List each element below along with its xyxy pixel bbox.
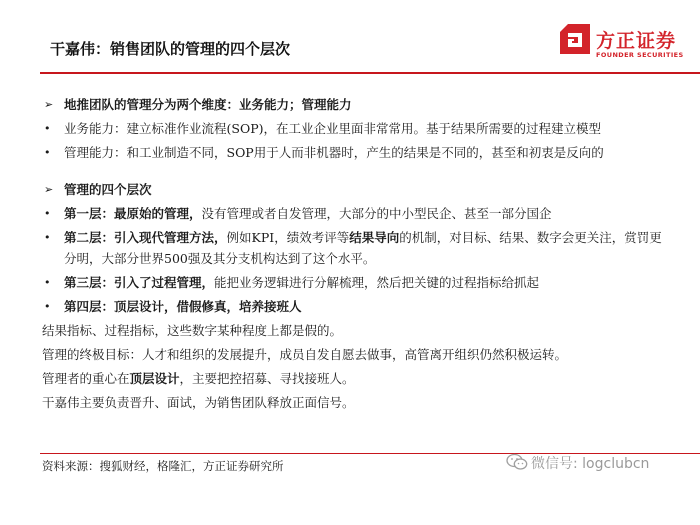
arrow-bullet-icon: ➢ xyxy=(44,183,54,196)
paragraph-text-rest: ，主要把控招募、寻找接班人。 xyxy=(179,371,355,386)
list-item-level-1 xyxy=(42,203,672,224)
list-item-level-3 xyxy=(42,272,672,293)
level-2-title: 第二层：引入现代管理方法， xyxy=(64,230,227,245)
dot-bullet-icon: • xyxy=(44,146,51,159)
level-3-text: 能把业务逻辑进行分解梳理，然后把关键的过程指标给抓起 xyxy=(214,275,540,290)
level-2-text-rest: 的机制，对目标、结果、数字会更关注，赏罚更分明，大部分世界500强及其分支机构达到了这个水平。 xyxy=(64,230,662,266)
list-item-text: 业务能力：建立标准作业流程(SOP)，在工业企业里面非常常用。基于结果所需要的过程建立模型 xyxy=(64,121,601,136)
level-3-title: 第三层：引入了过程管理， xyxy=(64,275,215,290)
section-heading-dimensions xyxy=(42,94,672,115)
paragraph-text: 管理者的重心在 xyxy=(42,371,130,386)
watermark-text: 微信号: logclubcn xyxy=(531,456,650,472)
brand-name: 方正证券 xyxy=(596,30,677,52)
wechat-icon xyxy=(506,453,528,471)
paragraph-responsibility: 干嘉伟主要负责晋升、面试，为销售团队释放正面信号。 xyxy=(42,395,355,410)
dot-bullet-icon: • xyxy=(44,122,51,135)
dot-bullet-icon: • xyxy=(44,276,51,289)
brand-name-english: FOUNDER SECURITIES xyxy=(596,51,684,59)
dot-bullet-icon: • xyxy=(44,231,51,244)
paragraph-metrics: 结果指标、过程指标，这些数字某种程度上都是假的。 xyxy=(42,323,343,338)
paragraph-emphasis: 顶层设计 xyxy=(129,371,180,386)
square-logo-icon xyxy=(560,24,590,54)
page-title: 干嘉伟：销售团队的管理的四个层次 xyxy=(50,40,291,58)
paragraph-manager-focus xyxy=(42,368,672,389)
level-2-emphasis: 结果导向 xyxy=(349,230,400,245)
section-heading-text: 管理的四个层次 xyxy=(64,182,152,197)
brand-logo xyxy=(560,22,688,68)
watermark xyxy=(506,453,649,477)
dot-bullet-icon: • xyxy=(44,300,51,313)
dot-bullet-icon: • xyxy=(44,207,51,220)
level-1-title: 第一层：最原始的管理， xyxy=(64,206,202,221)
list-item-text: 管理能力：和工业制造不同，SOP用于人而非机器时，产生的结果是不同的，甚至和初衷是反向的 xyxy=(64,145,604,160)
section-heading-text: 地推团队的管理分为两个维度：业务能力；管理能力 xyxy=(64,97,352,112)
paragraph-ultimate-goal: 管理的终极目标：人才和组织的发展提升，成员自发自愿去做事，高管离开组织仍然积极运转。 xyxy=(42,347,568,362)
header-divider xyxy=(40,72,700,74)
level-1-text: 没有管理或者自发管理，大部分的中小型民企、甚至一部分国企 xyxy=(201,206,552,221)
arrow-bullet-icon: ➢ xyxy=(44,98,54,111)
section-heading-four-levels xyxy=(42,179,672,200)
list-item-business-ability xyxy=(42,118,672,139)
list-item-level-4 xyxy=(42,296,672,317)
source-note: 资料来源：搜狐财经，格隆汇，方正证券研究所 xyxy=(42,459,284,473)
level-4-title: 第四层：顶层设计，借假修真，培养接班人 xyxy=(64,299,302,314)
level-2-text: 例如KPI，绩效考评等 xyxy=(226,230,350,245)
main-content xyxy=(42,94,672,416)
list-item-level-2 xyxy=(42,227,672,269)
list-item-management-ability xyxy=(42,142,672,163)
